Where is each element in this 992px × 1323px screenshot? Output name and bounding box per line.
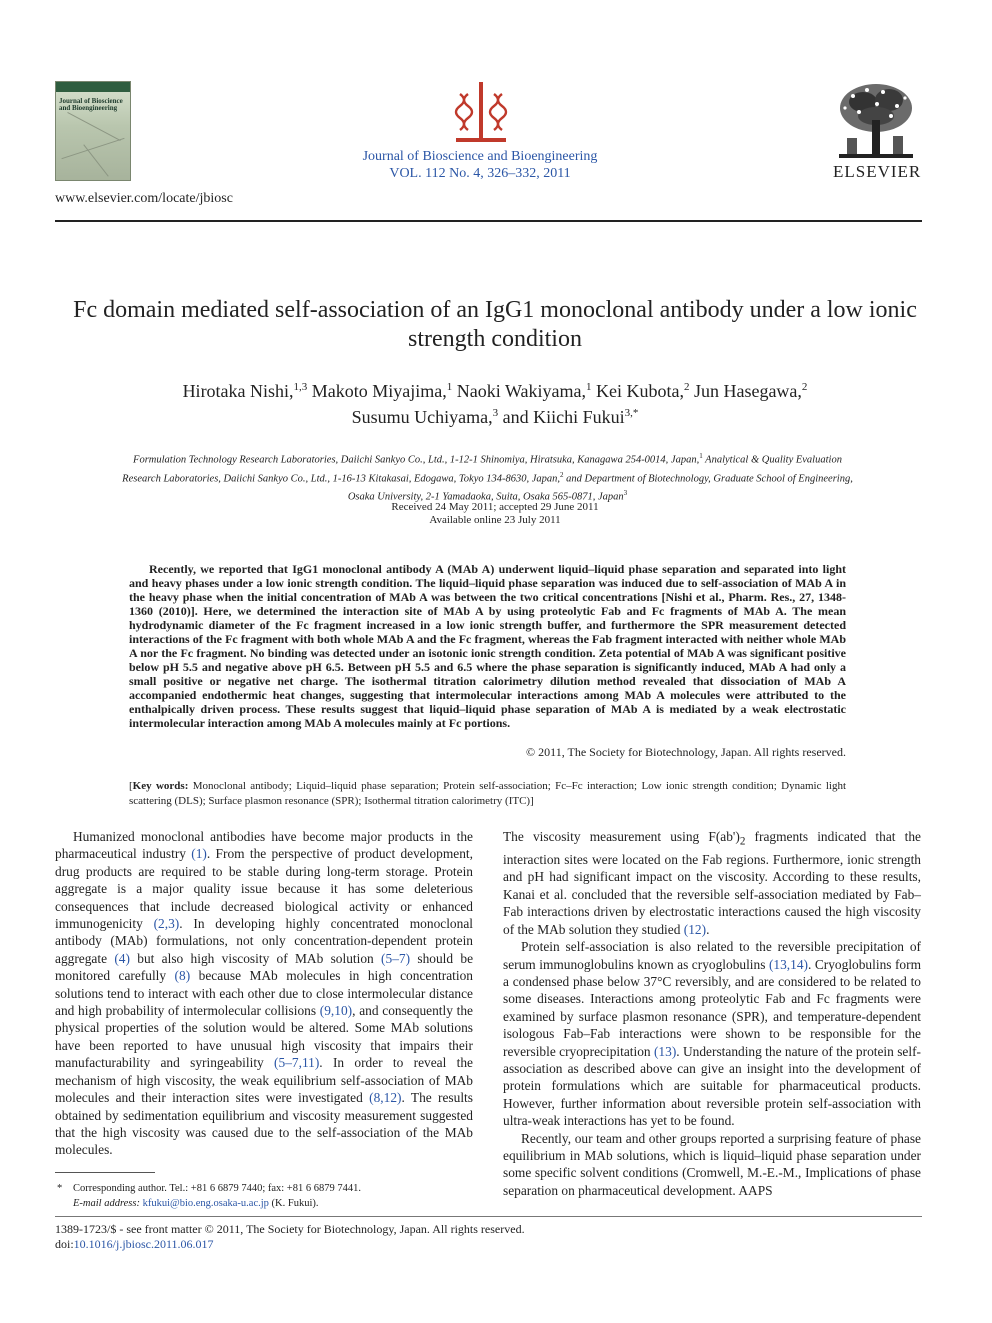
affiliation-text: Formulation Technology Research Laboratories, Daiichi Sankyo Co., Ltd., 1-12-1 Shinomiya, Hiratsuka, Kanagawa 254-0014, Japan, xyxy=(133,454,700,466)
author-name: Kei Kubota, xyxy=(595,381,684,401)
citation-link[interactable]: (9,10) xyxy=(319,1003,353,1019)
paragraph-text: . The results obtained by sedimentation equilibrium and viscosity measurement suggested that the high viscosity was caused due to the self-association of the MAb molecules. xyxy=(55,1090,473,1158)
journal-name-link[interactable]: Journal of Bioscience and Bioengineering xyxy=(362,149,598,164)
author-affiliation-mark: 1 xyxy=(446,381,453,393)
body-paragraph xyxy=(55,828,473,1159)
citation-link[interactable]: (4) xyxy=(114,950,130,966)
abstract: Recently, we reported that IgG1 monoclonal antibody A (MAb A) underwent liquid–liquid phase separation and separated into light and heavy phases under a low ionic strength condition. The liquid–liquid phase separation was induced due to self-association of MAb A in the heavy phase when the initial concentration of MAb A was between the two critical concentrations [Nishi et al., Pharm. Res., 27, 1348-1360 (2010)]. Here, we determined the interaction site of MAb A by using proteolytic Fab and Fc fragments of MAb A. The mean hydrodynamic diameter of the Fc fragment increased in a low ionic strength buffer, and furthermore the SPR measurement detected interactions of the Fc fragment with both whole MAb A and the Fc fragment, whereas the Fab fragment interacted with neither whole MAb A nor the Fc fragment. No binding was detected under an isotonic ionic strength condition. Zeta potential of MAb A was significant positive below pH 5.5 and negative above pH 6.5. Between pH 5.5 and 6.5 where the phase separation is significantly induced, MAb A had only a small positive or negative net charge. The isothermal titration calorimetry dilution method revealed that dissociation of MAb A accompanied endothermic heat changes, suggesting that intermolecular interactions among MAb A molecules were attributed to the enthalpically driven process. These results suggest that liquid–liquid phase separation of MAb A is mediated by a weak electrostatic intermolecular interaction among MAb A molecules mainly at Fc portions. xyxy=(129,562,846,730)
elsevier-tree-logo-icon xyxy=(833,80,919,162)
affiliation-mark: 1 xyxy=(699,452,703,460)
author-name: Makoto Miyajima, xyxy=(311,381,447,401)
corresponding-author-footnote xyxy=(57,1181,487,1211)
cover-title: Journal of Bioscience and Bioengineering xyxy=(59,97,123,112)
subscript: 2 xyxy=(739,835,746,848)
author-affiliation-mark: 1,3 xyxy=(293,381,308,393)
paragraph-text: . xyxy=(706,921,710,937)
body-paragraph xyxy=(503,938,921,1129)
author-name: Jun Hasegawa, xyxy=(693,381,802,401)
citation-link[interactable]: (13) xyxy=(653,1043,677,1059)
keywords-text: Monoclonal antibody; Liquid–liquid phase separation; Protein self-association; Fc–Fc interaction; Low ionic strength condition; Dynamic light scattering (DLS); Surface plasmon resonance (SPR); Isothermal titration calorimetry (ITC) xyxy=(129,780,846,807)
cover-texture-line xyxy=(83,144,108,176)
doi-line xyxy=(55,1237,214,1252)
keywords: [Key words: Monoclonal antibody; Liquid–liquid phase separation; Protein self-association; Fc–Fc interaction; Low ionic strength condition; Dynamic light scattering (DLS); Surface plasmon resonance (SPR); Isothermal titration calorimetry (ITC)] xyxy=(129,780,846,807)
issn-line: 1389-1723/$ - see front matter © 2011, The Society for Biotechnology, Japan. All rights reserved. xyxy=(55,1222,525,1236)
article-title: Fc domain mediated self-association of an IgG1 monoclonal antibody under a low ionic strength condition xyxy=(73,297,917,352)
author-name: Hirotaka Nishi, xyxy=(182,381,294,401)
header-rule xyxy=(55,220,922,222)
citation-link[interactable]: (8) xyxy=(174,968,191,984)
email-label: E-mail address: xyxy=(73,1198,140,1209)
citation-link[interactable]: (1) xyxy=(191,846,207,862)
paragraph-text: fragments indicated that the interaction sites were located on the Fab regions. Furthermore, ionic strength and pH had significant impact on the viscosity. According to these results, Kanai et al. concluded that the reversible self-association mediated by Fab–Fab interactions driven by electrostatic interactions caused the high viscosity of the MAb solution they studied xyxy=(503,829,921,937)
society-dna-logo-icon xyxy=(454,80,508,146)
citation-link[interactable]: (2,3) xyxy=(153,916,180,932)
footnote-star: * xyxy=(57,1183,63,1194)
publisher-logo-text: ELSEVIER xyxy=(833,162,922,181)
cover-stripe xyxy=(56,82,130,92)
author-affiliation-mark: 3,* xyxy=(624,407,639,419)
author-affiliation-mark: 2 xyxy=(801,381,808,393)
author-name: Susumu Uchiyama, xyxy=(351,407,493,427)
paragraph-text: should be monitored carefully xyxy=(55,950,474,984)
paragraph-text: Humanized monoclonal antibodies have become major products in the pharmaceutical industry xyxy=(55,829,473,862)
affiliation-text: and Department of Biotechnology, Graduate School of Engineering, Osaka University, 2-1 Yamadaoka, Suita, Osaka 565-0871, Japan xyxy=(347,473,853,503)
keywords-label: Key words: xyxy=(132,780,189,792)
journal-site-link[interactable]: www.elsevier.com/locate/jbiosc xyxy=(55,191,233,206)
author-list xyxy=(55,376,935,428)
cover-texture-line xyxy=(67,112,120,141)
journal-volume-link[interactable]: VOL. 112 No. 4, 326–332, 2011 xyxy=(389,166,571,181)
paragraph-text: . In order to reveal the mechanism of high viscosity, the weak equilibrium self-association of MAb molecules and their interaction sites were investigated xyxy=(55,1055,473,1106)
citation-link[interactable]: (5–7,11) xyxy=(274,1055,320,1071)
journal-cover-thumbnail xyxy=(55,81,131,181)
paragraph-text: . Cryoglobulins form a condensed phase below 37°C reversibly, and are considered to be related to some diseases. Interactions among proteolytic Fab and Fc fragments were examined by surface plasmon resonance (SPR), and temperature-dependent isologous Fab–Fab interactions were shown to be responsible for the reversible cryoprecipitation xyxy=(503,956,921,1059)
available-date: Available online 23 July 2011 xyxy=(429,514,561,526)
affiliation-mark: 3 xyxy=(623,489,628,497)
paragraph-text: . Understanding the nature of the protein self-association as described above can give an insight into the development of protein formulations which are suitable for pharmaceutical products. However, further information about reversible protein self-association with ultra-weak interactions has yet to be found. xyxy=(503,1043,921,1129)
paragraph-text: . From the perspective of product development, drug products are required to be stable during long-term storage. Protein aggregate is a major quality issue because it has some deleterious consequences that include decreased biological activity or enhanced immunogenicity xyxy=(55,846,473,932)
body-column-left xyxy=(55,828,473,1159)
author-name: and Kiichi Fukui xyxy=(502,407,625,427)
paragraph-text: because MAb molecules in high concentration solutions tend to interact with each other due to close intermolecular distance and high probability of intermolecular collisions xyxy=(55,968,473,1019)
paragraph-text: but also high viscosity of MAb solution xyxy=(129,950,382,966)
paragraph-text: The viscosity measurement using F(ab') xyxy=(503,829,740,844)
citation-link[interactable]: (8,12) xyxy=(369,1090,402,1106)
affiliations xyxy=(120,449,855,505)
email-link[interactable]: kfukui@bio.eng.osaka-u.ac.jp xyxy=(142,1198,269,1209)
author-name: Naoki Wakiyama, xyxy=(456,381,586,401)
footer-rule xyxy=(55,1216,922,1217)
affiliation-mark: 2 xyxy=(560,470,564,479)
paragraph-text: Protein self-association is also related to the reversible precipitation of serum immunoglobulins known as cryoglobulins xyxy=(503,939,921,972)
doi-label: doi: xyxy=(55,1237,74,1251)
citation-link[interactable]: (5–7) xyxy=(381,950,411,966)
citation-link[interactable]: (13,14) xyxy=(768,956,808,972)
affiliation-text: Analytical & Quality Evaluation Research Laboratories, Daiichi Sankyo Co., Ltd., 1-16-13 Kitakasai, Edogawa, Tokyo 134-8630, Japan, xyxy=(122,454,842,484)
abstract-copyright: © 2011, The Society for Biotechnology, Japan. All rights reserved. xyxy=(526,745,846,759)
paragraph-text: . In developing highly concentrated monoclonal antibody (MAb) formulations, not only concentration-dependent protein aggregate xyxy=(55,916,473,966)
body-paragraph xyxy=(503,828,921,938)
article-dates xyxy=(55,501,935,527)
author-affiliation-mark: 1 xyxy=(585,381,592,393)
body-column-right xyxy=(503,828,921,1199)
citation-link[interactable]: (12) xyxy=(683,921,707,937)
received-date: Received 24 May 2011; accepted 29 June 2011 xyxy=(391,501,599,513)
author-affiliation-mark: 3 xyxy=(492,407,499,419)
body-paragraph: Recently, our team and other groups reported a surprising feature of phase equilibrium in MAb solutions, which is liquid–liquid phase separation under some specific solvent conditions (Cromwell, M.-E.-M., Implications of phase separation on pharmaceutical development. AAPS xyxy=(503,1130,921,1198)
paragraph-text: , and consequently the physical properties of the solution would be altered. Some MAb solutions have been reported to have unusual high viscosity that impairs their manufacturability and syringeability xyxy=(55,1003,473,1071)
email-suffix: (K. Fukui). xyxy=(271,1198,319,1209)
footnote-rule xyxy=(55,1172,155,1173)
corresponding-info: Corresponding author. Tel.: +81 6 6879 7440; fax: +81 6 6879 7441. xyxy=(73,1183,361,1194)
author-affiliation-mark: 2 xyxy=(683,381,690,393)
doi-link[interactable]: 10.1016/j.jbiosc.2011.06.017 xyxy=(73,1237,214,1251)
